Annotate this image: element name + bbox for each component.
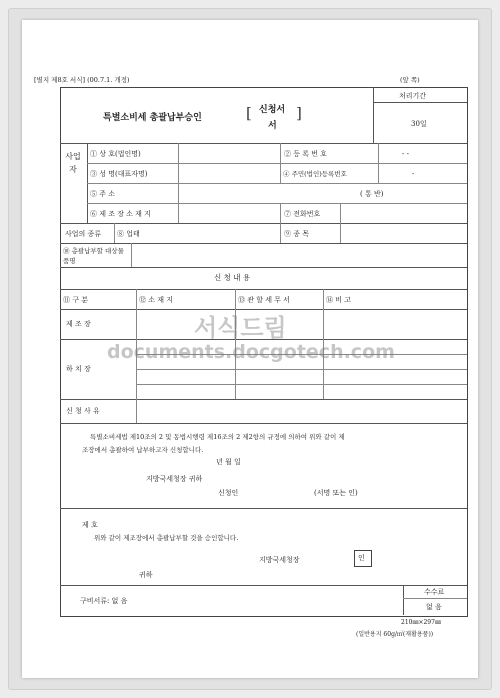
- fee-label: 수수료: [424, 588, 445, 596]
- title-divider: [373, 87, 374, 143]
- business-type-label: 사업의 종류: [65, 230, 102, 238]
- applicant-section-label: 사업자: [65, 152, 81, 174]
- close-bracket: ]: [296, 104, 302, 122]
- row-line: [60, 423, 467, 424]
- column-tax-office: ⑬ 관 할 세 무 서: [238, 296, 290, 304]
- manufacturing-site-label: 제 조 장: [66, 320, 91, 328]
- row-line: [60, 267, 467, 268]
- registration-number-label: ② 등 록 번 호: [284, 150, 327, 158]
- col-line: [178, 143, 179, 223]
- required-documents: 구비서류: 없 음: [80, 597, 128, 605]
- row-line: [60, 585, 467, 586]
- paper-size: 210㎜×297㎜: [401, 619, 441, 626]
- watermark-url: documents.docgotech.com: [107, 341, 395, 363]
- page-side-note: (앞 쪽): [400, 76, 420, 84]
- resident-number-label: ④ 주민(법인)등록번호: [283, 170, 347, 178]
- storage-site-label: 하 치 장: [66, 365, 91, 373]
- statement-date: 년 월 일: [216, 458, 241, 466]
- signature-note: (서명 또는 인): [314, 489, 358, 497]
- row-line: [87, 203, 467, 204]
- fee-value: 없 음: [426, 603, 442, 611]
- approval-addressee: 귀하: [139, 571, 153, 579]
- statement-line-2: 조장에서 총괄하여 납부하고자 신청합니다.: [82, 446, 204, 454]
- title-option-application: 신청서: [259, 105, 286, 115]
- factory-location-label: ⑥ 제 조 장 소 재 지: [90, 210, 151, 218]
- address-suffix: ( 통 반): [360, 190, 384, 198]
- row-line: [136, 384, 467, 385]
- fee-divider: [403, 585, 404, 615]
- form-reference: [별지 제8호 서식] (00.7.1. 개정): [34, 76, 130, 84]
- title-option-document: 서: [268, 121, 277, 131]
- row-line: [60, 508, 467, 509]
- registration-number-value: - -: [402, 150, 409, 158]
- row-line: [60, 143, 467, 144]
- paper-spec: (일반용지 60g/㎡(재활용품)): [356, 631, 434, 638]
- open-bracket: [: [246, 104, 252, 122]
- form-title: 특별소비세 총괄납부승인: [103, 113, 202, 123]
- column-location: ⑫ 소 재 지: [139, 296, 173, 304]
- row-line: [60, 399, 467, 400]
- statement-addressee: 지방국세청장 귀하: [146, 475, 203, 483]
- processing-divider: [373, 102, 467, 103]
- category-label: ⑨ 종 목: [284, 230, 309, 238]
- row-line: [60, 223, 467, 224]
- row-line: [60, 243, 467, 244]
- approval-number-label: 제 호: [82, 521, 98, 529]
- col-line: [114, 223, 115, 243]
- address-label: ⑤ 주 소: [90, 190, 115, 198]
- col-line: [378, 143, 379, 183]
- reason-label: 신 청 사 유: [66, 407, 100, 415]
- col-line: [340, 203, 341, 243]
- representative-name-label: ③ 성 명(대표자명): [90, 170, 148, 178]
- col-line: [136, 399, 137, 423]
- application-section-title: 신 청 내 용: [214, 273, 251, 282]
- row-line: [87, 163, 467, 164]
- col-line: [280, 143, 281, 183]
- applicant-signature-label: 신청인: [218, 489, 239, 497]
- row-line: [87, 183, 467, 184]
- col-line: [131, 243, 132, 267]
- column-remarks: ⑭ 비 고: [326, 296, 351, 304]
- processing-value: 30일: [411, 120, 427, 128]
- approval-seal: 인: [358, 554, 365, 562]
- col-line: [280, 203, 281, 243]
- row-line: [136, 369, 467, 370]
- approval-text: 위와 같이 제조장에서 총괄납부할 것을 승인합니다.: [94, 534, 239, 542]
- row-line: [60, 289, 467, 290]
- business-kind-label: ⑧ 업태: [117, 230, 140, 238]
- processing-label: 처리기간: [399, 92, 427, 100]
- fee-line: [403, 598, 467, 599]
- watermark-title: 서식드림: [194, 314, 287, 342]
- target-goods-label: ⑩ 총괄납부할 대상물품명: [63, 247, 124, 265]
- statement-line-1: 특별소비세법 제10조의 2 및 동법시행령 제16조의 2 제2항의 규정에 의하여 위와 같이 제: [90, 433, 345, 441]
- column-type: ⑪ 구 분: [63, 296, 88, 304]
- resident-number-value: -: [412, 170, 415, 178]
- phone-label: ⑦ 전화번호: [284, 210, 321, 218]
- company-name-label: ① 상 호(법인명): [90, 150, 141, 158]
- approval-issuer: 지방국세청장: [259, 556, 300, 564]
